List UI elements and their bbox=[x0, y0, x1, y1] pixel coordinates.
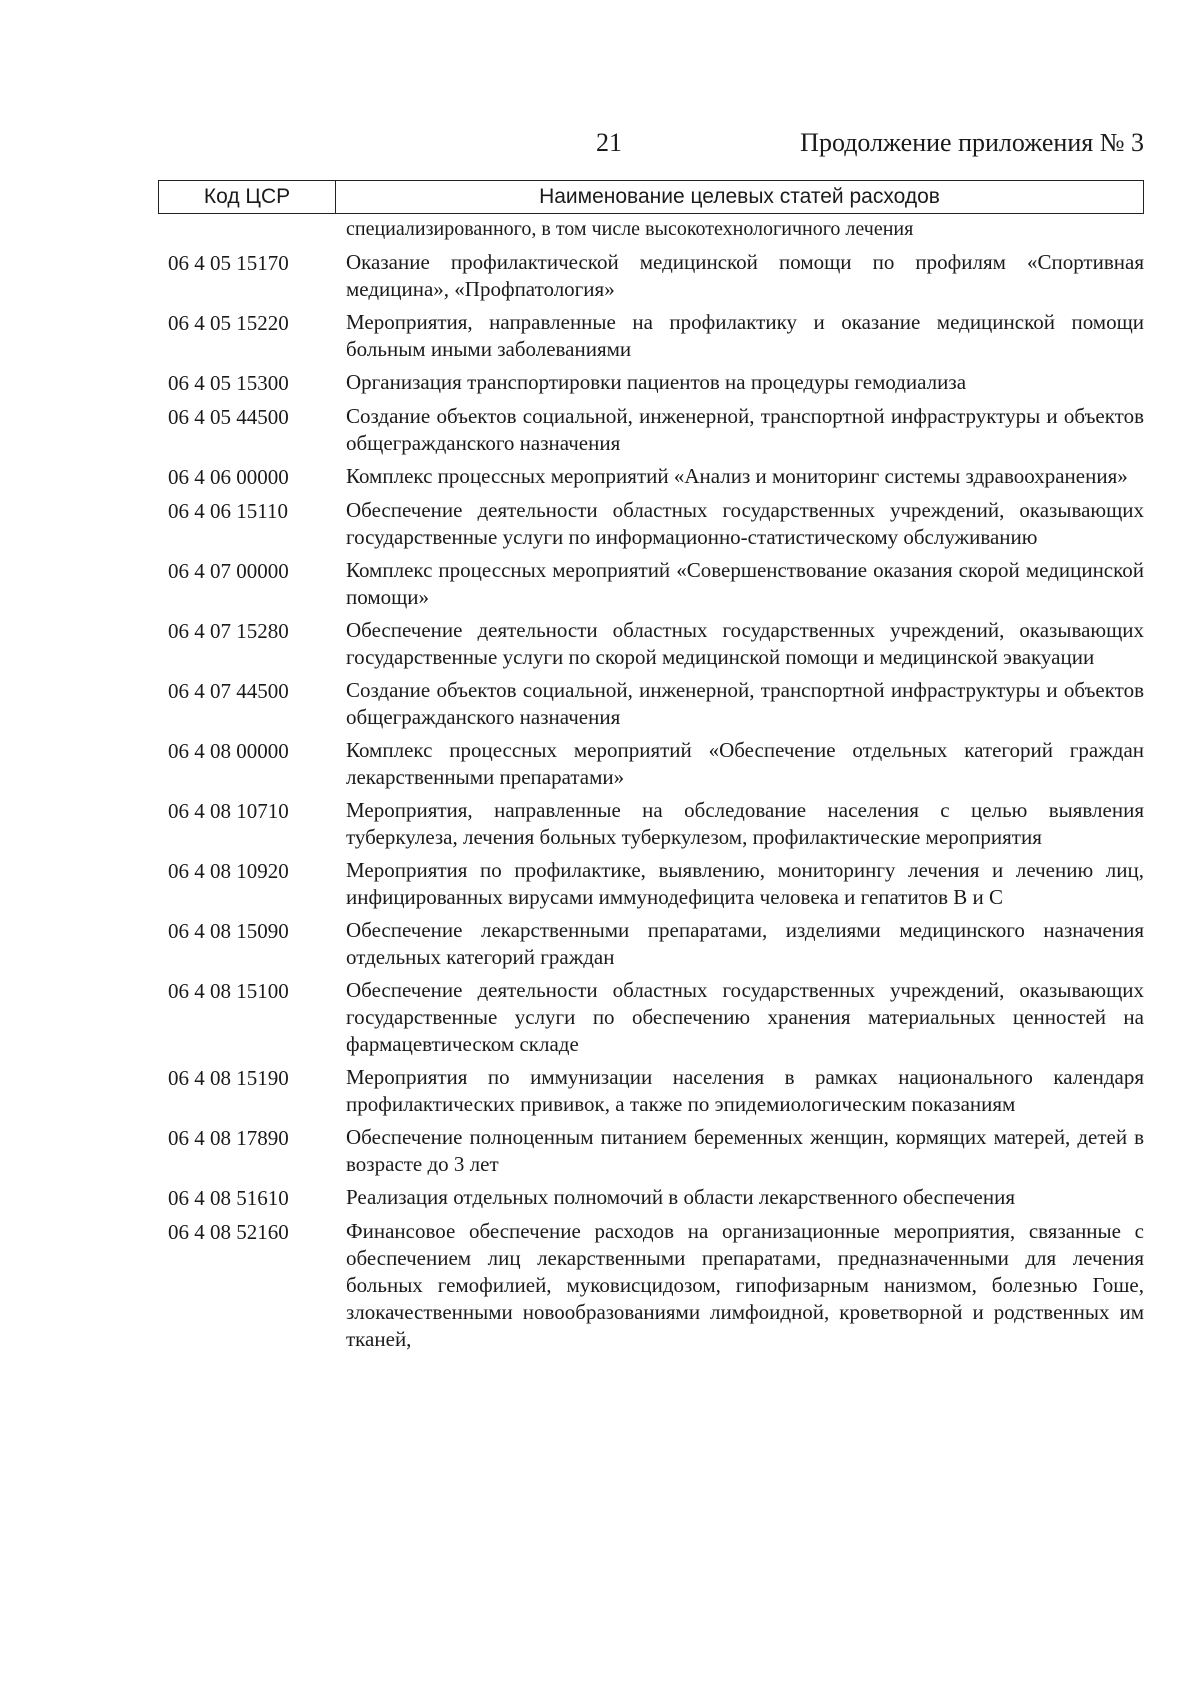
row-description: Комплекс процессных мероприятий «Анализ и мониторинг системы здравоохранения» bbox=[346, 464, 1128, 488]
table-row bbox=[168, 857, 1144, 911]
row-description: Обеспечение деятельности областных государственных учреждений, оказывающих государственные услуги по скорой медицинской помощи и медицинской эвакуации bbox=[346, 618, 1144, 669]
column-header-name: Наименование целевых статей расходов bbox=[539, 185, 940, 208]
row-description: Создание объектов социальной, инженерной, транспортной инфраструктуры и объектов общегражданского назначения bbox=[346, 404, 1144, 455]
row-description: Комплекс процессных мероприятий «Совершенствование оказания скорой медицинской помощи» bbox=[346, 558, 1144, 609]
table-row bbox=[168, 1064, 1144, 1118]
row-description: Оказание профилактической медицинской помощи по профилям «Спортивная медицина», «Профпатология» bbox=[346, 250, 1144, 301]
row-code: 06 4 06 00000 bbox=[168, 465, 289, 489]
row-description: Обеспечение полноценным питанием беременных женщин, кормящих матерей, детей в возрасте до 3 лет bbox=[346, 1125, 1144, 1176]
table-row bbox=[168, 1124, 1144, 1178]
table-row bbox=[168, 737, 1144, 791]
table-body bbox=[168, 216, 1144, 1359]
row-code: 06 4 08 00000 bbox=[168, 739, 289, 763]
page-number: 21 bbox=[596, 128, 622, 157]
row-description: Обеспечение лекарственными препаратами, изделиями медицинского назначения отдельных категорий граждан bbox=[346, 918, 1144, 969]
row-code: 06 4 07 15280 bbox=[168, 619, 289, 643]
row-description: Мероприятия, направленные на профилактику и оказание медицинской помощи больным иными заболеваниями bbox=[346, 310, 1144, 361]
table-row bbox=[168, 977, 1144, 1058]
table-row bbox=[168, 677, 1144, 731]
table-header bbox=[158, 180, 1144, 214]
row-code: 06 4 08 52160 bbox=[168, 1220, 289, 1244]
row-code: 06 4 08 10710 bbox=[168, 799, 289, 823]
row-code: 06 4 08 15190 bbox=[168, 1066, 289, 1090]
row-description: Создание объектов социальной, инженерной, транспортной инфраструктуры и объектов общегражданского назначения bbox=[346, 678, 1144, 729]
row-description: Комплекс процессных мероприятий «Обеспечение отдельных категорий граждан лекарственными препаратами» bbox=[346, 738, 1144, 789]
row-description: Организация транспортировки пациентов на процедуры гемодиализа bbox=[346, 370, 967, 394]
row-description: Обеспечение деятельности областных государственных учреждений, оказывающих государственные услуги по обеспечению хранения материальных ценностей на фармацевтическом складе bbox=[346, 978, 1144, 1056]
row-description: Мероприятия, направленные на обследование населения с целью выявления туберкулеза, лечения больных туберкулезом, профилактические мероприятия bbox=[346, 798, 1144, 849]
appendix-continuation-label: Продолжение приложения № 3 bbox=[800, 128, 1144, 157]
table-row bbox=[168, 1184, 1144, 1212]
table-row bbox=[168, 1218, 1144, 1353]
row-code: 06 4 05 15220 bbox=[168, 311, 289, 335]
row-code: 06 4 06 15110 bbox=[168, 499, 288, 523]
row-code: 06 4 08 15100 bbox=[168, 979, 289, 1003]
row-description: Мероприятия по профилактике, выявлению, мониторингу лечения и лечению лиц, инфицированных вирусами иммунодефицита человека и гепатитов В и С bbox=[346, 858, 1144, 909]
row-code: 06 4 08 17890 bbox=[168, 1126, 289, 1150]
table-row-continuation bbox=[168, 216, 1144, 243]
table-row bbox=[168, 369, 1144, 397]
row-code: 06 4 05 15300 bbox=[168, 371, 289, 395]
row-code: 06 4 05 44500 bbox=[168, 405, 289, 429]
table-row bbox=[168, 309, 1144, 363]
table-row bbox=[168, 557, 1144, 611]
table-row bbox=[168, 249, 1144, 303]
row-code: 06 4 08 10920 bbox=[168, 859, 289, 883]
table-row bbox=[168, 797, 1144, 851]
row-description: специализированного, в том числе высокотехнологичного лечения bbox=[346, 218, 914, 240]
row-code: 06 4 07 00000 bbox=[168, 559, 289, 583]
table-row bbox=[168, 917, 1144, 971]
table-row bbox=[168, 403, 1144, 457]
column-header-code: Код ЦСР bbox=[159, 181, 336, 213]
row-description: Мероприятия по иммунизации населения в рамках национального календаря профилактических прививок, а также по эпидемиологическим показаниям bbox=[346, 1065, 1144, 1116]
row-code: 06 4 08 51610 bbox=[168, 1186, 289, 1210]
table-row bbox=[168, 497, 1144, 551]
row-code: 06 4 07 44500 bbox=[168, 679, 289, 703]
row-code: 06 4 08 15090 bbox=[168, 919, 289, 943]
row-description: Обеспечение деятельности областных государственных учреждений, оказывающих государственные услуги по информационно-статистическому обслуживанию bbox=[346, 498, 1144, 549]
table-row bbox=[168, 617, 1144, 671]
table-row bbox=[168, 463, 1144, 491]
row-description: Реализация отдельных полномочий в области лекарственного обеспечения bbox=[346, 1185, 1015, 1209]
row-description: Финансовое обеспечение расходов на организационные мероприятия, связанные с обеспечением лиц лекарственными препаратами, предназначенными для лечения больных гемофилией, муковисцидозом, гипофизарным нанизмом, болезнью Гоше, злокачественными новообразованиями лимфоидной, кроветворной и родственных им тканей, bbox=[346, 1219, 1144, 1351]
row-code: 06 4 05 15170 bbox=[168, 251, 289, 275]
